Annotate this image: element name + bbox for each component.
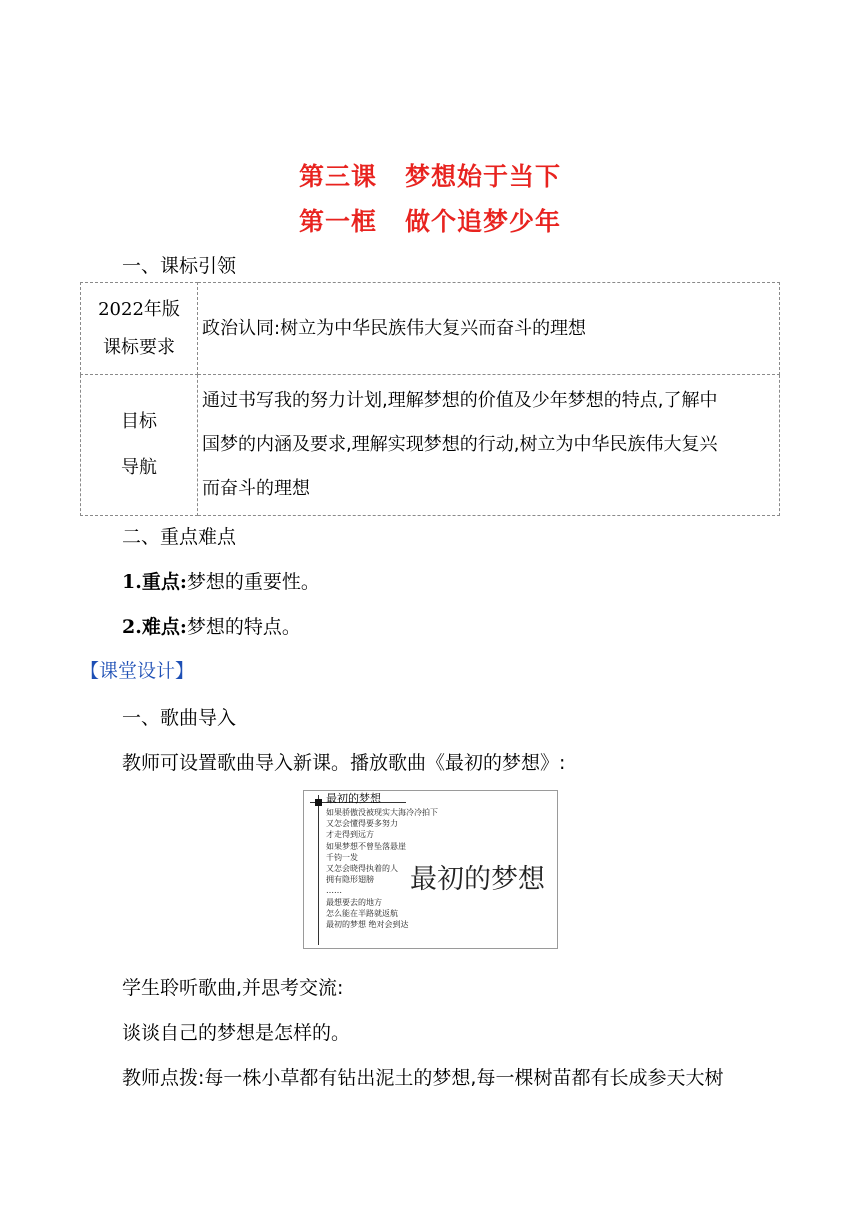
difficult-point [122,612,301,639]
lyric-line: 才走得到远方 [326,830,374,840]
requirement-label: 课标要求 [103,336,175,358]
year-label: 2022 [98,298,144,320]
content-line: 国梦的内涵及要求,理解实现梦想的行动,树立为中华民族伟大复兴 [202,434,718,455]
song-big-title: 最初的梦想 [410,864,545,895]
goal-label: 目标 [121,411,157,432]
lesson-title [0,157,860,193]
lyric-line: 千钧一发 [326,852,358,862]
row-label [81,283,198,375]
table-row [81,283,780,375]
section-number: 第一框 [298,207,377,236]
section2-heading: 二、重点难点 [122,526,237,548]
difficult-point-text: 梦想的特点。 [186,616,301,638]
section1-heading: 一、课标引领 [122,255,237,277]
teacher-note: 教师点拨:每一株小草都有钻出泥土的梦想,每一棵树苗都有长成参天大树 [122,1067,724,1089]
row-label [81,375,198,516]
content-line: 而奋斗的理想 [202,478,310,499]
lyric-line: 又怎会懂得要多努力 [326,819,398,829]
section-title [0,202,860,238]
lyric-line: 最想要去的地方 [326,897,382,907]
section-name: 做个追梦少年 [405,207,562,236]
key-point [122,567,320,594]
song-lyrics-image [303,790,558,949]
divider [318,795,319,945]
key-point-text: 梦想的重要性。 [186,571,320,593]
bullet-square-icon [315,799,322,806]
lyric-line: 怎么能在半路就返航 [326,908,398,918]
key-point-label: 1.重点: [122,571,187,593]
part1-intro: 教师可设置歌曲导入新课。播放歌曲《最初的梦想》: [122,752,566,774]
standards-table [80,282,780,516]
lyric-line: 如果梦想不曾坠落悬崖 [326,841,406,851]
lyric-line: 又怎会晓得执着的人 [326,864,398,874]
lyric-line: …… [326,886,342,896]
content-line: 通过书写我的努力计划,理解梦想的价值及少年梦想的特点,了解中 [202,390,718,411]
lyric-line: 拥有隐形翅膀 [326,875,374,885]
edition-label: 年版 [143,298,180,320]
lyric-line: 如果骄傲没被现实大海冷冷拍下 [326,808,438,817]
lesson-number: 第三课 [298,162,377,191]
classroom-design-label: 【课堂设计】 [80,660,195,682]
song-header: 最初的梦想 [326,792,381,805]
table-row [81,375,780,516]
lyric-line: 最初的梦想 绝对会到达 [326,920,409,930]
row-content: 政治认同:树立为中华民族伟大复兴而奋斗的理想 [198,283,780,375]
navigation-label: 导航 [121,457,157,478]
lesson-name: 梦想始于当下 [405,162,562,191]
row-content [198,375,780,516]
part1-heading: 一、歌曲导入 [122,707,237,729]
difficult-point-label: 2.难点: [122,616,187,638]
student-activity: 学生聆听歌曲,并思考交流: [122,977,344,999]
discussion-prompt: 谈谈自己的梦想是怎样的。 [122,1022,351,1044]
